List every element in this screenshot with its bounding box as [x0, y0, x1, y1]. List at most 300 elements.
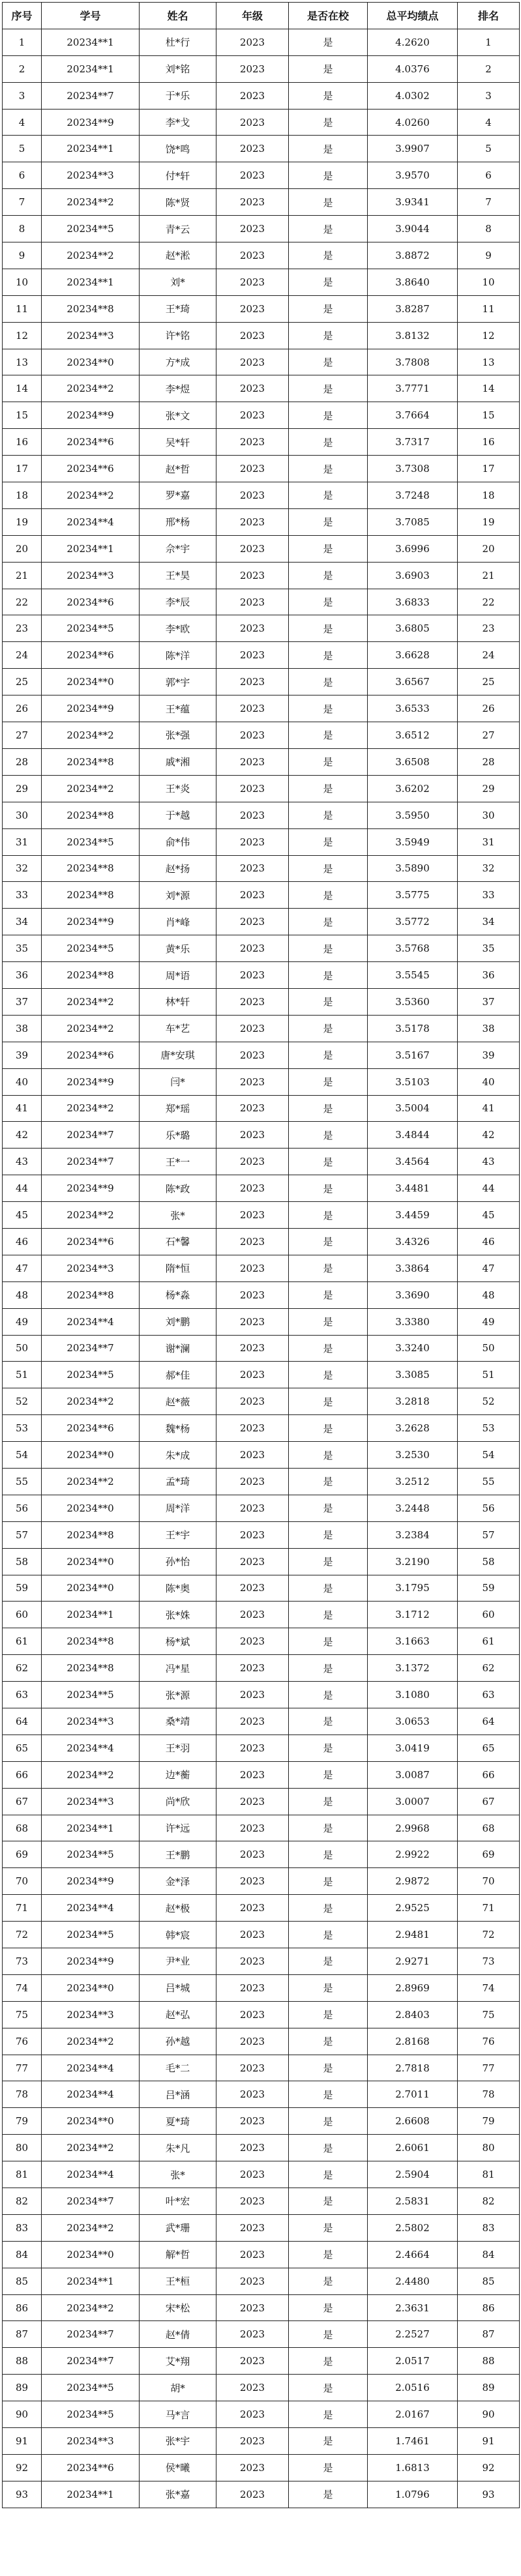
gpa-cell: 3.2190 — [368, 1548, 458, 1575]
grade-cell: 2023 — [216, 535, 289, 562]
rank-cell: 36 — [458, 962, 520, 989]
index-cell: 33 — [3, 882, 42, 909]
gpa-cell: 2.9271 — [368, 1948, 458, 1975]
index-cell: 4 — [3, 109, 42, 136]
table-row — [3, 55, 520, 82]
gpa-cell: 3.5772 — [368, 909, 458, 935]
index-cell: 65 — [3, 1734, 42, 1761]
gpa-cell: 3.5360 — [368, 988, 458, 1015]
enrolled-cell: 是 — [289, 1495, 368, 1521]
name-cell: 李*煜 — [140, 375, 216, 402]
table-row — [3, 2001, 520, 2028]
rank-cell: 5 — [458, 136, 520, 162]
name-cell: 叶*宏 — [140, 2188, 216, 2215]
grade-cell: 2023 — [216, 935, 289, 962]
grade-cell: 2023 — [216, 1255, 289, 1281]
enrolled-cell: 是 — [289, 669, 368, 695]
gpa-cell: 3.7664 — [368, 402, 458, 429]
rank-cell: 32 — [458, 855, 520, 882]
student-id-cell: 20234**7 — [42, 1149, 140, 1175]
rank-cell: 23 — [458, 615, 520, 642]
name-cell: 夏*琦 — [140, 2108, 216, 2135]
index-cell: 78 — [3, 2081, 42, 2108]
enrolled-cell: 是 — [289, 909, 368, 935]
table-row — [3, 828, 520, 855]
name-cell: 王*琦 — [140, 295, 216, 322]
grade-cell: 2023 — [216, 2135, 289, 2161]
rank-cell: 48 — [458, 1281, 520, 1308]
student-id-cell: 20234**6 — [42, 2454, 140, 2481]
rank-cell: 60 — [458, 1602, 520, 1628]
gpa-cell: 2.9922 — [368, 1841, 458, 1868]
enrolled-cell: 是 — [289, 1202, 368, 1229]
rank-cell: 28 — [458, 748, 520, 775]
name-cell: 吕*城 — [140, 1974, 216, 2001]
gpa-cell: 3.6508 — [368, 748, 458, 775]
grade-cell: 2023 — [216, 2241, 289, 2268]
index-cell: 14 — [3, 375, 42, 402]
rank-cell: 88 — [458, 2348, 520, 2375]
enrolled-cell: 是 — [289, 882, 368, 909]
name-cell: 刘*源 — [140, 882, 216, 909]
rank-cell: 61 — [458, 1628, 520, 1655]
name-cell: 王*桓 — [140, 2268, 216, 2294]
student-id-cell: 20234**5 — [42, 2401, 140, 2428]
gpa-cell: 3.6202 — [368, 775, 458, 802]
rank-cell: 43 — [458, 1149, 520, 1175]
table-row — [3, 429, 520, 456]
name-cell: 赵*薇 — [140, 1388, 216, 1415]
gpa-cell: 3.9341 — [368, 189, 458, 216]
index-cell: 44 — [3, 1175, 42, 1202]
table-row — [3, 935, 520, 962]
gpa-cell: 3.0419 — [368, 1734, 458, 1761]
table-row — [3, 295, 520, 322]
gpa-cell: 2.0167 — [368, 2401, 458, 2428]
student-id-cell: 20234**3 — [42, 1708, 140, 1735]
student-id-cell: 20234**1 — [42, 136, 140, 162]
enrolled-cell: 是 — [289, 748, 368, 775]
enrolled-cell: 是 — [289, 1415, 368, 1442]
name-cell: 韩*宸 — [140, 1922, 216, 1948]
enrolled-cell: 是 — [289, 2321, 368, 2348]
name-cell: 杜*行 — [140, 29, 216, 55]
student-id-cell: 20234**0 — [42, 2241, 140, 2268]
rank-cell: 90 — [458, 2401, 520, 2428]
grade-cell: 2023 — [216, 642, 289, 669]
enrolled-cell: 是 — [289, 1308, 368, 1335]
gpa-cell: 3.2448 — [368, 1495, 458, 1521]
grade-cell: 2023 — [216, 2028, 289, 2055]
gpa-cell: 3.1080 — [368, 1682, 458, 1708]
student-id-cell: 20234**3 — [42, 2428, 140, 2455]
student-id-cell: 20234**7 — [42, 82, 140, 109]
table-row — [3, 2375, 520, 2401]
name-cell: 车*艺 — [140, 1015, 216, 1042]
grade-cell: 2023 — [216, 962, 289, 989]
enrolled-cell: 是 — [289, 2055, 368, 2081]
index-cell: 50 — [3, 1335, 42, 1362]
table-row — [3, 589, 520, 615]
gpa-cell: 2.6608 — [368, 2108, 458, 2135]
rank-cell: 58 — [458, 1548, 520, 1575]
grade-cell: 2023 — [216, 162, 289, 189]
name-cell: 赵*倩 — [140, 2321, 216, 2348]
index-cell: 91 — [3, 2428, 42, 2455]
index-cell: 58 — [3, 1548, 42, 1575]
rank-cell: 69 — [458, 1841, 520, 1868]
grade-cell: 2023 — [216, 1068, 289, 1095]
rank-cell: 70 — [458, 1868, 520, 1895]
index-cell: 41 — [3, 1095, 42, 1122]
grade-cell: 2023 — [216, 2348, 289, 2375]
rank-cell: 54 — [458, 1442, 520, 1469]
enrolled-cell: 是 — [289, 109, 368, 136]
name-cell: 张*宇 — [140, 2428, 216, 2455]
grade-cell: 2023 — [216, 1335, 289, 1362]
name-cell: 孟*琦 — [140, 1468, 216, 1495]
enrolled-cell: 是 — [289, 589, 368, 615]
student-id-cell: 20234**2 — [42, 988, 140, 1015]
table-row — [3, 2135, 520, 2161]
grade-cell: 2023 — [216, 2375, 289, 2401]
table-row — [3, 1761, 520, 1788]
table-row — [3, 1362, 520, 1388]
grade-cell: 2023 — [216, 669, 289, 695]
index-cell: 27 — [3, 722, 42, 749]
rank-cell: 75 — [458, 2001, 520, 2028]
rank-cell: 51 — [458, 1362, 520, 1388]
rank-cell: 34 — [458, 909, 520, 935]
table-row — [3, 909, 520, 935]
gpa-cell: 3.2512 — [368, 1468, 458, 1495]
gpa-cell: 2.8168 — [368, 2028, 458, 2055]
enrolled-cell: 是 — [289, 1281, 368, 1308]
name-cell: 张*文 — [140, 402, 216, 429]
index-cell: 20 — [3, 535, 42, 562]
enrolled-cell: 是 — [289, 1628, 368, 1655]
header-name: 姓名 — [140, 3, 216, 29]
gpa-cell: 2.7818 — [368, 2055, 458, 2081]
grade-cell: 2023 — [216, 1948, 289, 1975]
enrolled-cell: 是 — [289, 1974, 368, 2001]
name-cell: 许*远 — [140, 1815, 216, 1841]
index-cell: 23 — [3, 615, 42, 642]
table-row — [3, 2268, 520, 2294]
rank-cell: 68 — [458, 1815, 520, 1841]
name-cell: 冯*星 — [140, 1655, 216, 1682]
rank-cell: 89 — [458, 2375, 520, 2401]
rank-cell: 40 — [458, 1068, 520, 1095]
name-cell: 侯*曦 — [140, 2454, 216, 2481]
enrolled-cell: 是 — [289, 1708, 368, 1735]
grade-cell: 2023 — [216, 242, 289, 269]
enrolled-cell: 是 — [289, 988, 368, 1015]
enrolled-cell: 是 — [289, 562, 368, 589]
gpa-cell: 3.5004 — [368, 1095, 458, 1122]
name-cell: 张* — [140, 2161, 216, 2188]
gpa-cell: 3.3240 — [368, 1335, 458, 1362]
enrolled-cell: 是 — [289, 1948, 368, 1975]
student-id-cell: 20234**6 — [42, 429, 140, 456]
index-cell: 47 — [3, 1255, 42, 1281]
index-cell: 46 — [3, 1228, 42, 1255]
enrolled-cell: 是 — [289, 2481, 368, 2508]
student-id-cell: 20234**1 — [42, 535, 140, 562]
enrolled-cell: 是 — [289, 1521, 368, 1548]
grade-cell: 2023 — [216, 2161, 289, 2188]
student-id-cell: 20234**8 — [42, 1281, 140, 1308]
gpa-cell: 3.9570 — [368, 162, 458, 189]
table-row — [3, 962, 520, 989]
table-row — [3, 2108, 520, 2135]
student-id-cell: 20234**1 — [42, 2268, 140, 2294]
gpa-cell: 3.6996 — [368, 535, 458, 562]
student-id-cell: 20234**2 — [42, 1095, 140, 1122]
rank-cell: 7 — [458, 189, 520, 216]
index-cell: 84 — [3, 2241, 42, 2268]
table-row — [3, 1468, 520, 1495]
table-row — [3, 1122, 520, 1149]
index-cell: 1 — [3, 29, 42, 55]
enrolled-cell: 是 — [289, 1468, 368, 1495]
student-id-cell: 20234**5 — [42, 1841, 140, 1868]
table-row — [3, 988, 520, 1015]
student-id-cell: 20234**7 — [42, 2188, 140, 2215]
gpa-cell: 3.7808 — [368, 349, 458, 375]
student-id-cell: 20234**6 — [42, 1228, 140, 1255]
rank-cell: 82 — [458, 2188, 520, 2215]
student-id-cell: 20234**8 — [42, 1628, 140, 1655]
student-id-cell: 20234**2 — [42, 189, 140, 216]
grade-cell: 2023 — [216, 1362, 289, 1388]
enrolled-cell: 是 — [289, 535, 368, 562]
gpa-cell: 2.9525 — [368, 1895, 458, 1922]
gpa-cell: 3.0087 — [368, 1761, 458, 1788]
grade-cell: 2023 — [216, 429, 289, 456]
name-cell: 吴*轩 — [140, 429, 216, 456]
index-cell: 61 — [3, 1628, 42, 1655]
index-cell: 62 — [3, 1655, 42, 1682]
name-cell: 孙*怡 — [140, 1548, 216, 1575]
grade-cell: 2023 — [216, 349, 289, 375]
grade-cell: 2023 — [216, 1682, 289, 1708]
grade-cell: 2023 — [216, 2081, 289, 2108]
table-row — [3, 722, 520, 749]
index-cell: 92 — [3, 2454, 42, 2481]
table-row — [3, 2481, 520, 2508]
student-id-cell: 20234**0 — [42, 1548, 140, 1575]
grade-cell: 2023 — [216, 189, 289, 216]
gpa-cell: 3.3380 — [368, 1308, 458, 1335]
gpa-cell: 3.6533 — [368, 695, 458, 722]
student-id-cell: 20234**5 — [42, 1922, 140, 1948]
enrolled-cell: 是 — [289, 216, 368, 242]
gpa-cell: 2.3631 — [368, 2294, 458, 2321]
table-row — [3, 402, 520, 429]
table-body — [3, 29, 520, 2508]
index-cell: 89 — [3, 2375, 42, 2401]
grade-cell: 2023 — [216, 828, 289, 855]
gpa-cell: 2.8403 — [368, 2001, 458, 2028]
grade-cell: 2023 — [216, 2268, 289, 2294]
student-id-cell: 20234**4 — [42, 508, 140, 535]
grade-cell: 2023 — [216, 2108, 289, 2135]
index-cell: 76 — [3, 2028, 42, 2055]
rank-cell: 80 — [458, 2135, 520, 2161]
name-cell: 魏*杨 — [140, 1415, 216, 1442]
enrolled-cell: 是 — [289, 1868, 368, 1895]
table-row — [3, 748, 520, 775]
rank-cell: 38 — [458, 1015, 520, 1042]
enrolled-cell: 是 — [289, 2108, 368, 2135]
student-id-cell: 20234**3 — [42, 1788, 140, 1815]
index-cell: 11 — [3, 295, 42, 322]
index-cell: 75 — [3, 2001, 42, 2028]
gpa-cell: 3.2818 — [368, 1388, 458, 1415]
student-id-cell: 20234**4 — [42, 2081, 140, 2108]
table-row — [3, 695, 520, 722]
enrolled-cell: 是 — [289, 429, 368, 456]
rank-cell: 29 — [458, 775, 520, 802]
name-cell: 张*源 — [140, 1682, 216, 1708]
enrolled-cell: 是 — [289, 322, 368, 349]
index-cell: 73 — [3, 1948, 42, 1975]
grade-cell: 2023 — [216, 1575, 289, 1602]
gpa-cell: 2.0517 — [368, 2348, 458, 2375]
gpa-cell: 3.5775 — [368, 882, 458, 909]
index-cell: 77 — [3, 2055, 42, 2081]
grade-cell: 2023 — [216, 1895, 289, 1922]
enrolled-cell: 是 — [289, 1442, 368, 1469]
table-row — [3, 375, 520, 402]
grade-cell: 2023 — [216, 322, 289, 349]
index-cell: 81 — [3, 2161, 42, 2188]
index-cell: 2 — [3, 55, 42, 82]
index-cell: 5 — [3, 136, 42, 162]
student-id-cell: 20234**6 — [42, 642, 140, 669]
gpa-cell: 3.6805 — [368, 615, 458, 642]
enrolled-cell: 是 — [289, 1575, 368, 1602]
rank-cell: 9 — [458, 242, 520, 269]
table-row — [3, 508, 520, 535]
grade-cell: 2023 — [216, 1281, 289, 1308]
index-cell: 7 — [3, 189, 42, 216]
header-grade: 年级 — [216, 3, 289, 29]
grade-cell: 2023 — [216, 855, 289, 882]
grade-cell: 2023 — [216, 1628, 289, 1655]
rank-cell: 93 — [458, 2481, 520, 2508]
table-row — [3, 2055, 520, 2081]
name-cell: 解*哲 — [140, 2241, 216, 2268]
rank-cell: 27 — [458, 722, 520, 749]
table-row — [3, 2028, 520, 2055]
rank-cell: 76 — [458, 2028, 520, 2055]
gpa-cell: 4.2620 — [368, 29, 458, 55]
student-id-cell: 20234**4 — [42, 2161, 140, 2188]
student-id-cell: 20234**1 — [42, 55, 140, 82]
grade-cell: 2023 — [216, 562, 289, 589]
student-id-cell: 20234**0 — [42, 669, 140, 695]
enrolled-cell: 是 — [289, 29, 368, 55]
student-id-cell: 20234**2 — [42, 2135, 140, 2161]
index-cell: 70 — [3, 1868, 42, 1895]
name-cell: 张* — [140, 1202, 216, 1229]
grade-cell: 2023 — [216, 589, 289, 615]
header-row — [3, 3, 520, 29]
grade-cell: 2023 — [216, 1442, 289, 1469]
grade-cell: 2023 — [216, 109, 289, 136]
table-row — [3, 349, 520, 375]
rank-cell: 72 — [458, 1922, 520, 1948]
name-cell: 王*蕴 — [140, 695, 216, 722]
table-row — [3, 2188, 520, 2215]
index-cell: 30 — [3, 802, 42, 828]
index-cell: 40 — [3, 1068, 42, 1095]
enrolled-cell: 是 — [289, 2428, 368, 2455]
enrolled-cell: 是 — [289, 2135, 368, 2161]
enrolled-cell: 是 — [289, 82, 368, 109]
name-cell: 佘*宇 — [140, 535, 216, 562]
rank-cell: 25 — [458, 669, 520, 695]
grade-cell: 2023 — [216, 1922, 289, 1948]
rank-cell: 13 — [458, 349, 520, 375]
index-cell: 31 — [3, 828, 42, 855]
enrolled-cell: 是 — [289, 1095, 368, 1122]
enrolled-cell: 是 — [289, 1922, 368, 1948]
gpa-cell: 3.5950 — [368, 802, 458, 828]
rank-cell: 41 — [458, 1095, 520, 1122]
name-cell: 陈*贤 — [140, 189, 216, 216]
rank-cell: 49 — [458, 1308, 520, 1335]
rank-cell: 24 — [458, 642, 520, 669]
table-row — [3, 2081, 520, 2108]
enrolled-cell: 是 — [289, 1682, 368, 1708]
enrolled-cell: 是 — [289, 1122, 368, 1149]
gpa-cell: 2.9968 — [368, 1815, 458, 1841]
name-cell: 金*泽 — [140, 1868, 216, 1895]
grade-cell: 2023 — [216, 1841, 289, 1868]
table-row — [3, 855, 520, 882]
index-cell: 59 — [3, 1575, 42, 1602]
student-id-cell: 20234**8 — [42, 882, 140, 909]
table-row — [3, 1841, 520, 1868]
name-cell: 方*成 — [140, 349, 216, 375]
student-id-cell: 20234**3 — [42, 2001, 140, 2028]
enrolled-cell: 是 — [289, 162, 368, 189]
rank-cell: 33 — [458, 882, 520, 909]
enrolled-cell: 是 — [289, 1335, 368, 1362]
rank-cell: 55 — [458, 1468, 520, 1495]
index-cell: 56 — [3, 1495, 42, 1521]
table-row — [3, 1495, 520, 1521]
student-id-cell: 20234**6 — [42, 1415, 140, 1442]
student-id-cell: 20234**2 — [42, 1761, 140, 1788]
table-row — [3, 2321, 520, 2348]
gpa-cell: 3.7308 — [368, 456, 458, 482]
gpa-cell: 3.1372 — [368, 1655, 458, 1682]
gpa-cell: 3.1795 — [368, 1575, 458, 1602]
student-id-cell: 20234**9 — [42, 402, 140, 429]
name-cell: 许*铭 — [140, 322, 216, 349]
gpa-cell: 3.1712 — [368, 1602, 458, 1628]
enrolled-cell: 是 — [289, 2028, 368, 2055]
name-cell: 乐*璐 — [140, 1122, 216, 1149]
enrolled-cell: 是 — [289, 2081, 368, 2108]
index-cell: 42 — [3, 1122, 42, 1149]
enrolled-cell: 是 — [289, 1548, 368, 1575]
enrolled-cell: 是 — [289, 2348, 368, 2375]
